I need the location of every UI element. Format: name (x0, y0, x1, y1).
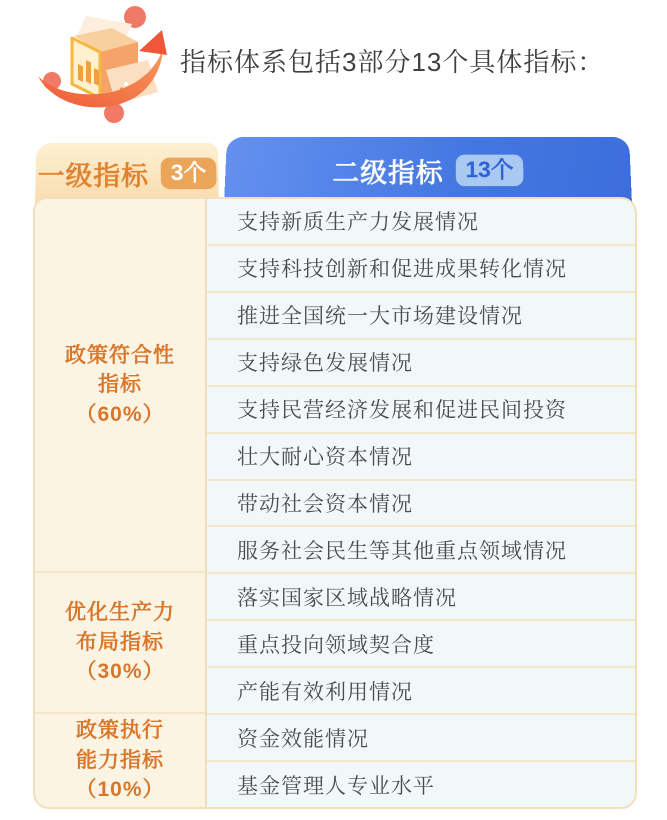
table-row: 资金效能情况 (207, 713, 635, 760)
table-row: 重点投向领域契合度 (207, 619, 635, 666)
tab-primary-label: 一级指标 (37, 161, 150, 191)
indicator-table (33, 197, 637, 809)
table-row: 落实国家区域战略情况 (207, 572, 635, 619)
table-row: 支持科技创新和促进成果转化情况 (207, 244, 635, 291)
tab-secondary-indicators (224, 137, 632, 204)
chart-cube-swoosh-icon (36, 2, 170, 126)
page-title: 指标体系包括3部分13个具体指标： (180, 47, 605, 77)
table-row: 推进全国统一大市场建设情况 (207, 291, 635, 338)
tab-primary-indicators (35, 143, 219, 204)
table-row: 支持民营经济发展和促进民间投资 (207, 385, 635, 432)
primary-group-cell: 政策符合性 指标 （60%） (65, 343, 175, 426)
table-row: 服务社会民生等其他重点领域情况 (207, 525, 635, 572)
table-row: 带动社会资本情况 (207, 479, 635, 526)
table-row: 壮大耐心资本情况 (207, 432, 635, 479)
primary-count-badge: 3个 (161, 157, 217, 189)
table-row: 支持绿色发展情况 (207, 338, 635, 385)
primary-group-cell: 优化生产力 布局指标 （30%） (35, 571, 205, 712)
table-row: 基金管理人专业水平 (207, 760, 635, 807)
table-row: 产能有效利用情况 (207, 666, 635, 713)
primary-group-cell: 政策执行 能力指标 （10%） (35, 712, 205, 807)
table-row: 支持新质生产力发展情况 (237, 211, 479, 235)
secondary-count-badge: 13个 (455, 155, 524, 187)
primary-groups (35, 199, 207, 807)
tab-secondary-label: 二级指标 (332, 158, 444, 188)
secondary-rows (207, 199, 635, 807)
